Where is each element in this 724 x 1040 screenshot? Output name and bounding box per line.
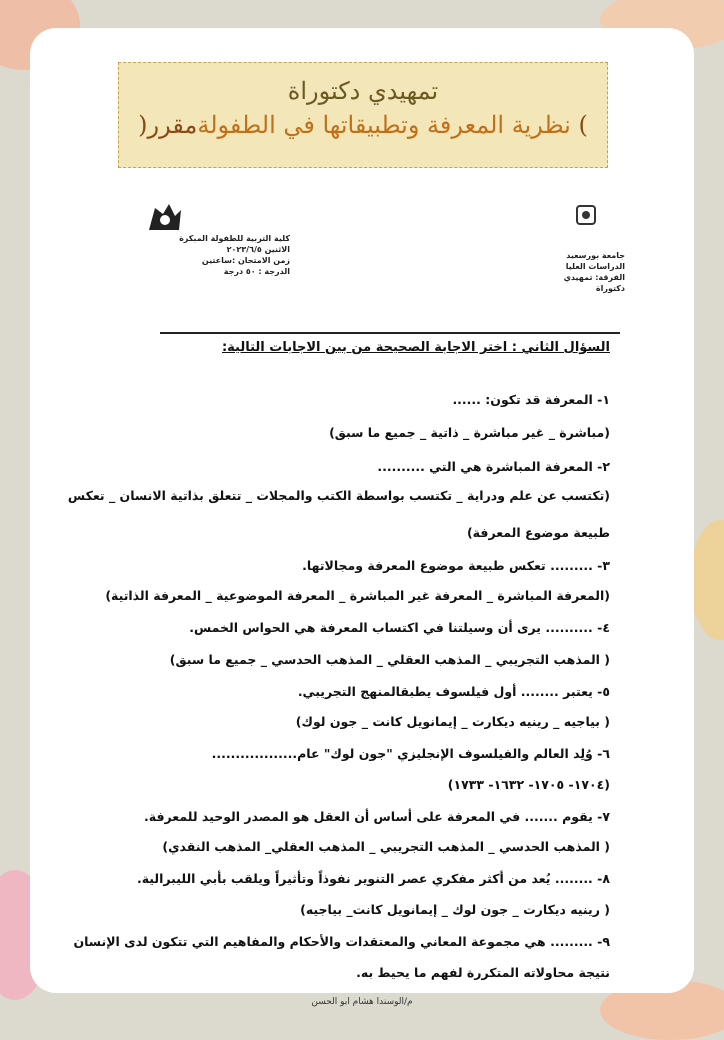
- faculty-logo-icon: [145, 200, 185, 234]
- question-line: ٣- ......... تعكس طبيعة موضوع المعرفة ومجالاتها.: [302, 558, 610, 573]
- question-line: ٧- يقوم ....... في المعرفة على أساس أن العقل هو المصدر الوحيد للمعرفة.: [144, 809, 610, 824]
- options-line: ( المذهب التجريبي _ المذهب العقلي _ المذهب الحدسي _ جميع ما سبق): [169, 652, 610, 667]
- study-level: الفرقة: تمهيدي دكتوراة: [563, 273, 625, 293]
- question-line: ٤- .......... يرى أن وسيلتنا في اكتساب المعرفة هي الحواس الخمس.: [189, 620, 610, 635]
- header-divider: [160, 332, 620, 334]
- options-line: (١٧٠٤- ١٧٠٥- ١٦٣٢- ١٧٣٣): [447, 777, 610, 792]
- course-prefix: مقرر (: [147, 111, 588, 139]
- question-line: ٩- ......... هي مجموعة المعاني والمعتقدات والأحكام والمفاهيم التي تتكون لدى الإنسان: [73, 934, 610, 949]
- course-name: نظرية المعرفة وتطبيقاتها في الطفولة: [197, 111, 571, 139]
- footer-credit: م/الوسندا هشام ابو الحسن: [311, 997, 413, 1007]
- exam-duration: زمن الامتحان :ساعتين: [201, 256, 290, 265]
- question-line: ٦- وُلِد العالم والفيلسوف الإنجليزي "جون لوك" عام..................: [211, 746, 610, 761]
- faculty-info: [140, 233, 290, 277]
- options-line: ( بياجيه _ رينيه ديكارت _ إيمانويل كانت _ جون لوك): [295, 714, 610, 729]
- university-name: جامعة بورسعيد: [566, 251, 625, 260]
- question-line: ٢- المعرفة المباشرة هي التي ..........: [377, 459, 610, 474]
- question-line: ٥- يعتبر ........ أول فيلسوف يطبقالمنهج التجريبي.: [297, 684, 610, 699]
- question-line: ١- المعرفة قد تكون: ......: [452, 392, 610, 407]
- paren-close: ): [138, 111, 148, 139]
- options-line: ( رينيه ديكارت _ جون لوك _ إيمانويل كانت_ بياجيه): [300, 902, 610, 917]
- question-content: [67, 340, 610, 980]
- course-banner: [118, 62, 608, 168]
- decor-blob: [690, 520, 724, 640]
- options-line: (المعرفة المباشرة _ المعرفة غير المباشرة _ المعرفة الموضوعية _ المعرفة الذاتية): [105, 588, 610, 603]
- options-line: نتيجة محاولاته المتكررة لفهم ما يحيط به.: [356, 965, 610, 980]
- options-line: طبيعة موضوع المعرفة): [466, 525, 610, 540]
- exam-grade: الدرجة : ٥٠ درجة: [223, 267, 290, 276]
- options-line: (مباشرة _ غير مباشرة _ ذاتية _ جميع ما سبق): [329, 425, 610, 440]
- faculty-name: كلية التربية للطفولة المبكرة: [179, 234, 290, 243]
- banner-course: [119, 111, 607, 139]
- question-title: السؤال الثاني : اختر الاجابة الصحيحة من بين الاجابات التالية:: [221, 340, 610, 355]
- banner-title: تمهيدي دكتوراة: [287, 77, 439, 105]
- university-info: [535, 250, 625, 294]
- options-line: (تكتسب عن علم ودراية _ تكتسب بواسطة الكتب والمجلات _ تتعلق بذاتية الانسان _ تعكس: [67, 488, 610, 503]
- exam-page: [30, 28, 694, 993]
- exam-date: الاثنين ٢٠٢٣/٦/٥: [226, 245, 290, 254]
- question-line: ٨- ........ يُعد من أكثر مفكري عصر التنوير نفوذاً وتأثيراً ويلقب بأبي الليبرالية.: [136, 871, 610, 886]
- graduate-studies: الدراسات العليا: [565, 262, 625, 271]
- options-line: ( المذهب الحدسي _ المذهب التجريبي _ المذهب العقلي_ المذهب النقدي): [162, 839, 610, 854]
- university-logo-icon: [575, 204, 597, 226]
